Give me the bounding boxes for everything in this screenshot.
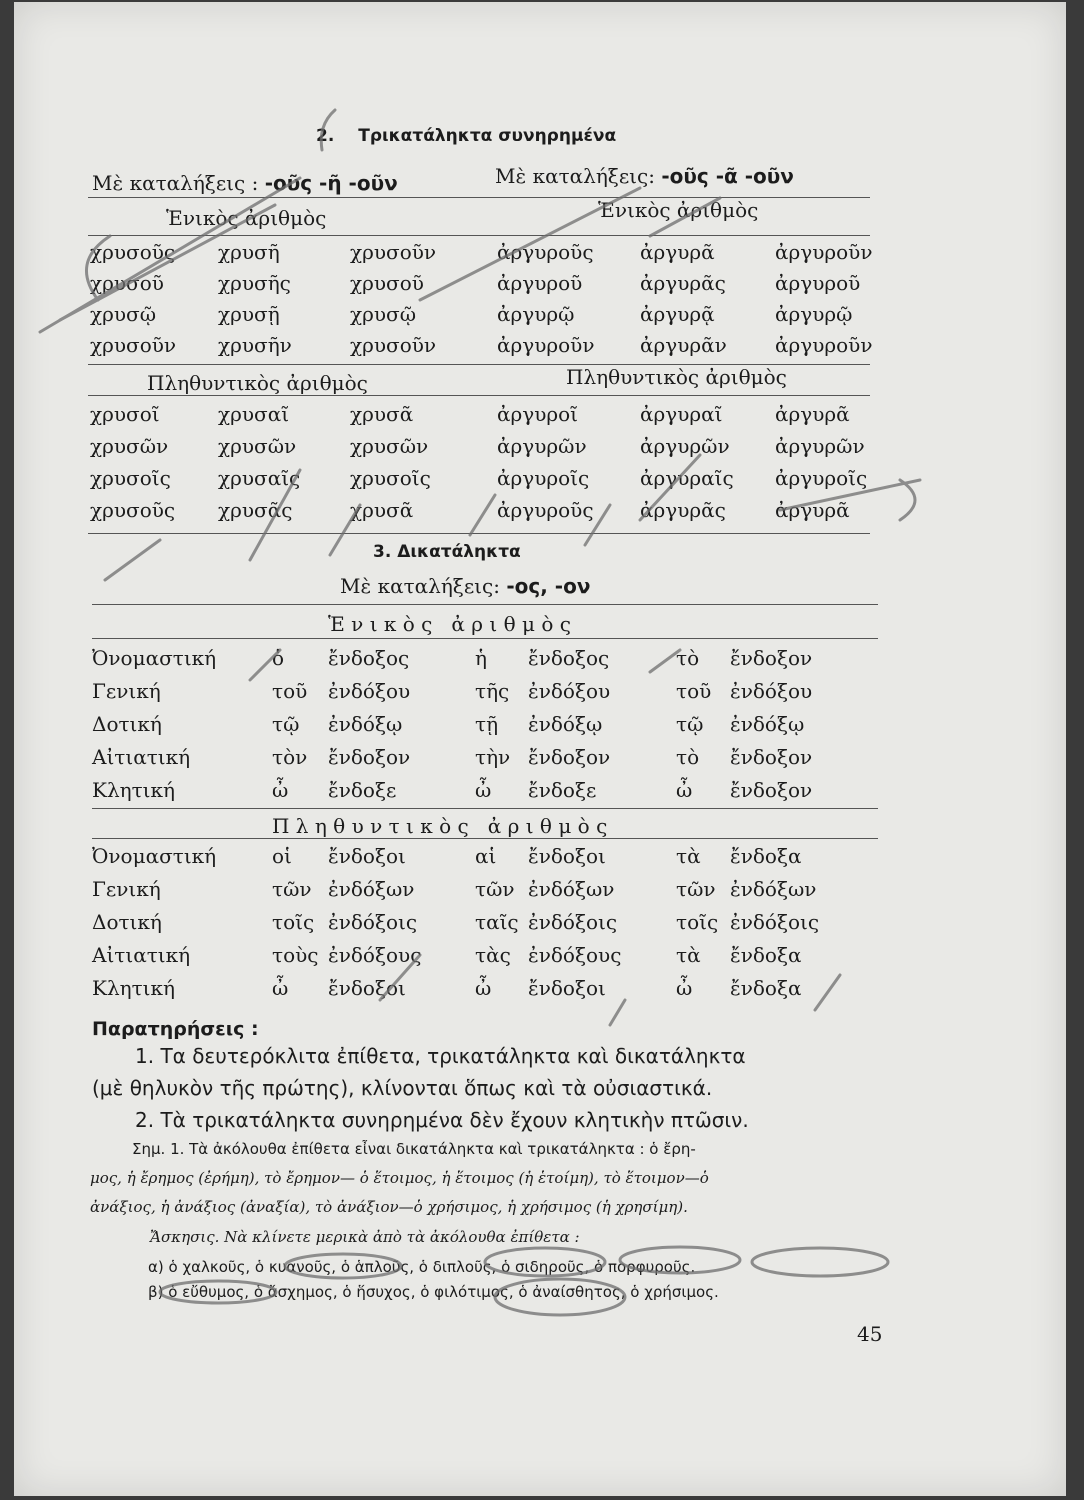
section2-heading <box>316 126 616 146</box>
section3-singular-cell-r1-c1: Ὀνομαστική <box>92 646 217 670</box>
section2-singular-label-right: Ἑνικὸς ἀριθμὸς <box>598 198 759 222</box>
section3-plural-cell-r3-c6: τοῖς <box>676 910 719 934</box>
section2-singular-label-left: Ἑνικὸς ἀριθμὸς <box>166 206 327 230</box>
section2-singular-cell-r1-c2: χρυσῆ <box>218 240 280 264</box>
section2-plural-label-right: Πληθυντικὸς ἀριθμὸς <box>566 365 787 389</box>
section2-singular-cell-r1-c4: ἀργυροῦς <box>497 240 594 264</box>
section2-singular-cell-r3-c1: χρυσῷ <box>90 302 156 326</box>
section3-plural-cell-r1-c4: αἱ <box>475 844 497 868</box>
section3-singular-cell-r1-c6: τὸ <box>676 646 700 670</box>
section3-plural-cell-r1-c3: ἔνδοξοι <box>328 844 406 868</box>
section2-plural-cell-r3-c6: ἀργυροῖς <box>775 466 868 490</box>
section3-endings-value: -ος, -ον <box>506 574 591 598</box>
section3-singular-cell-r5-c7: ἔνδοξον <box>730 778 813 802</box>
section3-plural-cell-r4-c6: τὰ <box>676 943 701 967</box>
section3-plural-label: Π λ η θ υ ν τ ι κ ὸ ς ἀ ρ ι θ μ ὸ ς <box>272 814 608 838</box>
section3-plural-cell-r2-c2: τῶν <box>272 877 312 901</box>
section2-singular-cell-r1-c1: χρυσοῦς <box>90 240 176 264</box>
section3-plural-cell-r2-c1: Γενική <box>92 877 161 901</box>
section3-plural-cell-r5-c2: ὦ <box>272 976 289 1000</box>
right-endings-value: -οῦς -ᾶ -οῦν <box>661 164 794 188</box>
page-number: 45 <box>857 1322 883 1346</box>
section3-plural-cell-r2-c3: ἐνδόξων <box>328 877 415 901</box>
section2-plural-label-left: Πληθυντικὸς ἀριθμὸς <box>147 371 368 395</box>
rule <box>88 533 870 534</box>
section3-singular-cell-r5-c2: ὦ <box>272 778 289 802</box>
section3-plural-cell-r5-c3: ἔνδοξοι <box>328 976 406 1000</box>
section2-singular-cell-r1-c3: χρυσοῦν <box>350 240 437 264</box>
observation-1-line1: 1. Τα δευτερόκλιτα ἐπίθετα, τρικατάληκτα καὶ δικατάληκτα <box>135 1044 746 1068</box>
left-endings-prefix: Μὲ καταλήξεις : <box>92 171 259 195</box>
section3-plural-cell-r4-c1: Αἰτιατική <box>92 943 191 967</box>
section2-plural-cell-r4-c1: χρυσοῦς <box>90 498 176 522</box>
section2-plural-cell-r1-c5: ἀργυραῖ <box>640 402 723 426</box>
section2-plural-cell-r2-c1: χρυσῶν <box>90 434 169 458</box>
left-endings-value: -οῦς -ῆ -οῦν <box>264 171 398 195</box>
section3-title: 3. Δικατάληκτα <box>373 542 521 562</box>
section2-singular-cell-r2-c6: ἀργυροῦ <box>775 271 861 295</box>
section2-singular-cell-r3-c5: ἀργυρᾷ <box>640 302 715 326</box>
section2-plural-cell-r3-c4: ἀργυροῖς <box>497 466 590 490</box>
section2-plural-cell-r4-c6: ἀργυρᾶ <box>775 498 850 522</box>
section3-singular-cell-r2-c5: ἐνδόξου <box>528 679 611 703</box>
section2-singular-cell-r3-c2: χρυσῇ <box>218 302 280 326</box>
section3-plural-cell-r2-c4: τῶν <box>475 877 515 901</box>
section3-plural-cell-r1-c1: Ὀνομαστική <box>92 844 217 868</box>
section2-plural-cell-r2-c3: χρυσῶν <box>350 434 429 458</box>
section3-plural-cell-r5-c1: Κλητική <box>92 976 175 1000</box>
section2-singular-cell-r4-c4: ἀργυροῦν <box>497 333 595 357</box>
section3-plural-cell-r5-c4: ὦ <box>475 976 492 1000</box>
section3-plural-cell-r3-c2: τοῖς <box>272 910 315 934</box>
section2-singular-cell-r4-c3: χρυσοῦν <box>350 333 437 357</box>
section2-plural-cell-r1-c1: χρυσοῖ <box>90 402 160 426</box>
section3-plural-cell-r5-c6: ὦ <box>676 976 693 1000</box>
section3-plural-cell-r4-c7: ἔνδοξα <box>730 943 802 967</box>
section3-singular-cell-r1-c3: ἔνδοξος <box>328 646 410 670</box>
section2-plural-cell-r1-c3: χρυσᾶ <box>350 402 414 426</box>
section2-plural-cell-r2-c5: ἀργυρῶν <box>640 434 730 458</box>
section3-singular-cell-r4-c5: ἔνδοξον <box>528 745 611 769</box>
section3-plural-cell-r1-c6: τὰ <box>676 844 701 868</box>
section3-singular-cell-r1-c5: ἔνδοξος <box>528 646 610 670</box>
section3-singular-cell-r5-c3: ἔνδοξε <box>328 778 397 802</box>
section2-plural-cell-r3-c2: χρυσαῖς <box>218 466 301 490</box>
section2-plural-cell-r4-c2: χρυσᾶς <box>218 498 293 522</box>
section2-plural-cell-r4-c3: χρυσᾶ <box>350 498 414 522</box>
section2-singular-cell-r2-c3: χρυσοῦ <box>350 271 424 295</box>
section3-singular-cell-r3-c4: τῇ <box>475 712 499 736</box>
section3-singular-cell-r3-c5: ἐνδόξῳ <box>528 712 603 736</box>
section3-singular-cell-r3-c1: Δοτική <box>92 712 162 736</box>
rule <box>92 638 878 639</box>
note-line3: ἀνάξιος, ἡ ἀνάξιος (ἀναξία), τὸ ἀνάξιον—ὁ χρήσιμος, ἡ χρήσιμος (ἡ χρησίμη). <box>90 1198 688 1216</box>
section3-singular-cell-r5-c6: ὦ <box>676 778 693 802</box>
section3-singular-cell-r2-c4: τῆς <box>475 679 510 703</box>
section3-singular-cell-r3-c6: τῷ <box>676 712 704 736</box>
section2-plural-cell-r1-c4: ἀργυροῖ <box>497 402 579 426</box>
section3-singular-cell-r2-c7: ἐνδόξου <box>730 679 813 703</box>
section3-singular-cell-r4-c1: Αἰτιατική <box>92 745 191 769</box>
section2-plural-cell-r1-c2: χρυσαῖ <box>218 402 290 426</box>
section3-singular-cell-r3-c3: ἐνδόξῳ <box>328 712 403 736</box>
section3-plural-cell-r3-c5: ἐνδόξοις <box>528 910 618 934</box>
section2-plural-cell-r2-c2: χρυσῶν <box>218 434 297 458</box>
section3-singular-cell-r2-c1: Γενική <box>92 679 161 703</box>
section3-singular-label: Ἑ ν ι κ ὸ ς ἀ ρ ι θ μ ὸ ς <box>328 612 571 636</box>
rule <box>92 604 878 605</box>
section2-plural-cell-r3-c5: ἀργυραῖς <box>640 466 734 490</box>
section3-plural-cell-r3-c3: ἐνδόξοις <box>328 910 418 934</box>
section2-singular-cell-r2-c2: χρυσῆς <box>218 271 291 295</box>
right-endings-prefix: Μὲ καταλήξεις: <box>495 164 655 188</box>
section2-singular-cell-r1-c6: ἀργυροῦν <box>775 240 873 264</box>
section2-singular-cell-r2-c4: ἀργυροῦ <box>497 271 583 295</box>
section2-left-endings <box>92 171 398 195</box>
section3-singular-cell-r5-c5: ἔνδοξε <box>528 778 597 802</box>
section2-plural-cell-r2-c4: ἀργυρῶν <box>497 434 587 458</box>
section2-singular-cell-r4-c1: χρυσοῦν <box>90 333 177 357</box>
section3-plural-cell-r4-c3: ἐνδόξους <box>328 943 422 967</box>
exercise-a: α) ὁ χαλκοῦς, ὁ κυανοῦς, ὁ ἁπλοῦς, ὁ διπλοῦς, ὁ σιδηροῦς, ὁ πορφυροῦς. <box>148 1258 696 1276</box>
section3-plural-cell-r2-c7: ἐνδόξων <box>730 877 817 901</box>
section3-plural-cell-r2-c6: τῶν <box>676 877 716 901</box>
section3-singular-cell-r4-c7: ἔνδοξον <box>730 745 813 769</box>
section3-singular-cell-r4-c3: ἔνδοξον <box>328 745 411 769</box>
section2-plural-cell-r4-c5: ἀργυρᾶς <box>640 498 726 522</box>
section3-plural-cell-r4-c2: τοὺς <box>272 943 319 967</box>
observation-1-line2: (μὲ θηλυκὸν τῆς πρώτης), κλίνονται ὅπως καὶ τὰ οὐσιαστικά. <box>92 1076 713 1100</box>
section3-plural-cell-r3-c4: ταῖς <box>475 910 519 934</box>
section3-plural-cell-r4-c5: ἐνδόξους <box>528 943 622 967</box>
exercise-heading: Ἄσκησις. Νὰ κλίνετε μερικὰ ἀπὸ τὰ ἀκόλουθα ἐπίθετα : <box>150 1228 580 1246</box>
section3-endings-prefix: Μὲ καταλήξεις: <box>340 574 500 598</box>
section2-singular-cell-r2-c5: ἀργυρᾶς <box>640 271 726 295</box>
rule <box>88 235 870 236</box>
section2-singular-cell-r4-c5: ἀργυρᾶν <box>640 333 727 357</box>
section2-plural-cell-r3-c3: χρυσοῖς <box>350 466 431 490</box>
exercise-b: β) ὁ εὔθυμος, ὁ ἄσχημος, ὁ ἥσυχος, ὁ φιλότιμος, ὁ ἀναίσθητος, ὁ χρήσιμος. <box>148 1283 719 1301</box>
section3-plural-cell-r3-c1: Δοτική <box>92 910 162 934</box>
section3-plural-cell-r5-c5: ἔνδοξοι <box>528 976 606 1000</box>
section2-number: 2. <box>316 126 335 146</box>
section3-singular-cell-r4-c2: τὸν <box>272 745 308 769</box>
section3-singular-cell-r4-c4: τὴν <box>475 745 511 769</box>
section2-singular-cell-r3-c4: ἀργυρῷ <box>497 302 575 326</box>
section2-plural-cell-r3-c1: χρυσοῖς <box>90 466 171 490</box>
section3-plural-cell-r1-c7: ἔνδοξα <box>730 844 802 868</box>
section2-singular-cell-r1-c5: ἀργυρᾶ <box>640 240 715 264</box>
section2-plural-cell-r2-c6: ἀργυρῶν <box>775 434 865 458</box>
section2-singular-cell-r4-c2: χρυσῆν <box>218 333 292 357</box>
section3-singular-cell-r5-c4: ὦ <box>475 778 492 802</box>
section3-plural-cell-r1-c5: ἔνδοξοι <box>528 844 606 868</box>
section3-singular-cell-r1-c2: ὁ <box>272 646 285 670</box>
rule <box>88 395 870 396</box>
section2-singular-cell-r3-c6: ἀργυρῷ <box>775 302 853 326</box>
section3-singular-cell-r2-c2: τοῦ <box>272 679 308 703</box>
section3-singular-cell-r3-c7: ἐνδόξῳ <box>730 712 805 736</box>
section3-plural-cell-r2-c5: ἐνδόξων <box>528 877 615 901</box>
observations-heading: Παρατηρήσεις : <box>92 1018 259 1040</box>
section2-singular-cell-r3-c3: χρυσῷ <box>350 302 416 326</box>
section3-singular-cell-r5-c1: Κλητική <box>92 778 175 802</box>
observation-2: 2. Τὰ τρικατάληκτα συνηρημένα δὲν ἔχουν κλητικὴν πτῶσιν. <box>135 1108 749 1132</box>
section3-singular-cell-r2-c3: ἐνδόξου <box>328 679 411 703</box>
section2-right-endings <box>495 164 794 188</box>
rule <box>92 808 878 809</box>
section3-singular-cell-r1-c7: ἔνδοξον <box>730 646 813 670</box>
section3-endings <box>340 574 590 598</box>
note-line2: μος, ἡ ἔρημος (ἐρήμη), τὸ ἔρημον— ὁ ἕτοιμος, ἡ ἕτοιμος (ἡ ἑτοίμη), τὸ ἕτοιμον—ὁ <box>90 1169 709 1187</box>
section2-plural-cell-r1-c6: ἀργυρᾶ <box>775 402 850 426</box>
section3-singular-cell-r2-c6: τοῦ <box>676 679 712 703</box>
section2-singular-cell-r4-c6: ἀργυροῦν <box>775 333 873 357</box>
section3-plural-cell-r1-c2: οἱ <box>272 844 292 868</box>
section2-plural-cell-r4-c4: ἀργυροῦς <box>497 498 594 522</box>
section3-singular-cell-r1-c4: ἡ <box>475 646 487 670</box>
section2-title: Τρικατάληκτα συνηρημένα <box>358 126 617 146</box>
note-line1: Σημ. 1. Τὰ ἀκόλουθα ἐπίθετα εἶναι δικατάληκτα καὶ τρικατάληκτα : ὁ ἔρη- <box>132 1140 696 1158</box>
section3-singular-cell-r4-c6: τὸ <box>676 745 700 769</box>
section3-plural-cell-r5-c7: ἔνδοξα <box>730 976 802 1000</box>
section3-plural-cell-r4-c4: τὰς <box>475 943 511 967</box>
section3-singular-cell-r3-c2: τῷ <box>272 712 300 736</box>
section2-singular-cell-r2-c1: χρυσοῦ <box>90 271 164 295</box>
section3-plural-cell-r3-c7: ἐνδόξοις <box>730 910 820 934</box>
rule <box>92 838 878 839</box>
